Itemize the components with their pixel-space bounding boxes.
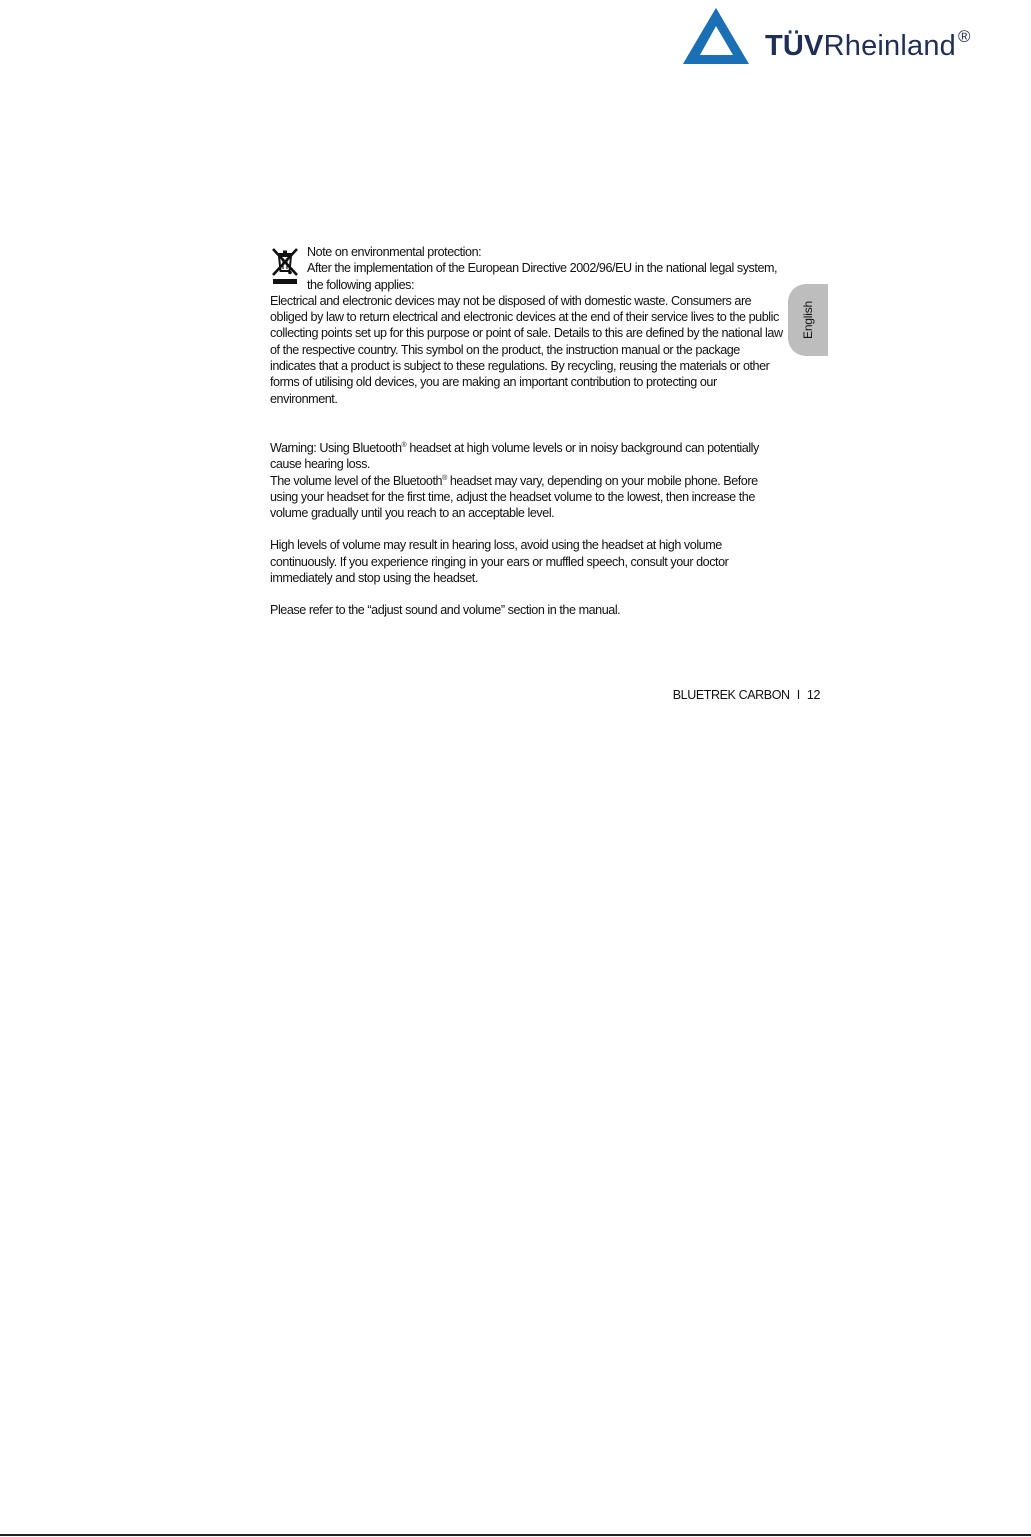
page-number: 12 — [806, 688, 820, 702]
footer-separator: I — [796, 688, 800, 702]
hearing-warning — [270, 440, 785, 619]
registered-mark: ® — [401, 441, 407, 449]
warning-p2-end: headset may vary, depending on your mobile phone. Before using your headset for the first time, adjust the headset volume to the lowest, then increase the volume gradually until you reach to an acceptable level. — [270, 473, 758, 521]
product-name: BLUETREK CARBON — [672, 688, 790, 702]
bottom-divider — [0, 1534, 1031, 1536]
warning-p1-start: Warning: Using Bluetooth — [270, 440, 402, 455]
environment-note-body: Electrical and electronic devices may not be disposed of with domestic waste. Consumers are obliged by law to return electrical and electronic devices at the end of their service lives to the public collecting points set up for this purpose or point of sale. Details to this are defined by the national law of the respective country. This symbol on the product, the instruction manual or the package indicates that a product is subject to these regulations. By recycling, reusing the materials or other forms of utilising old devices, you are making an important contribution to protecting our environment. — [270, 293, 783, 406]
warning-p2-start: The volume level of the Bluetooth — [270, 473, 443, 488]
registered-mark: ® — [442, 474, 447, 482]
warning-paragraph-1 — [270, 440, 785, 473]
brand-name-regular: Rheinland — [823, 30, 957, 62]
brand-name — [765, 27, 971, 62]
manual-page — [270, 244, 830, 714]
environment-note-intro: After the implementation of the European Directive 2002/96/EU in the national legal system, the following applies: — [307, 261, 778, 292]
registered-mark: ® — [958, 27, 971, 46]
crossed-out-wheelie-bin-icon — [270, 247, 300, 285]
tuv-rheinland-logo — [683, 8, 1013, 68]
language-tab-label: English — [801, 301, 815, 339]
brand-name-bold: TÜV — [765, 30, 824, 62]
warning-paragraph-4: Please refer to the “adjust sound and volume” section in the manual. — [270, 603, 621, 618]
page-footer — [620, 688, 820, 702]
environment-note-title: Note on environmental protection: — [307, 245, 482, 259]
warning-paragraph-3: High levels of volume may result in hearing loss, avoid using the headset at high volume continuously. If you experience ringing in your ears or muffled speech, consult your doctor immediately and stop using the headset. — [270, 538, 729, 586]
warning-p1-end: headset at high volume levels or in noisy background can potentially cause hearing loss. — [270, 440, 759, 472]
warning-paragraph-2 — [270, 473, 785, 522]
tuv-triangle-logo-icon — [683, 8, 753, 68]
environment-note — [270, 244, 830, 407]
